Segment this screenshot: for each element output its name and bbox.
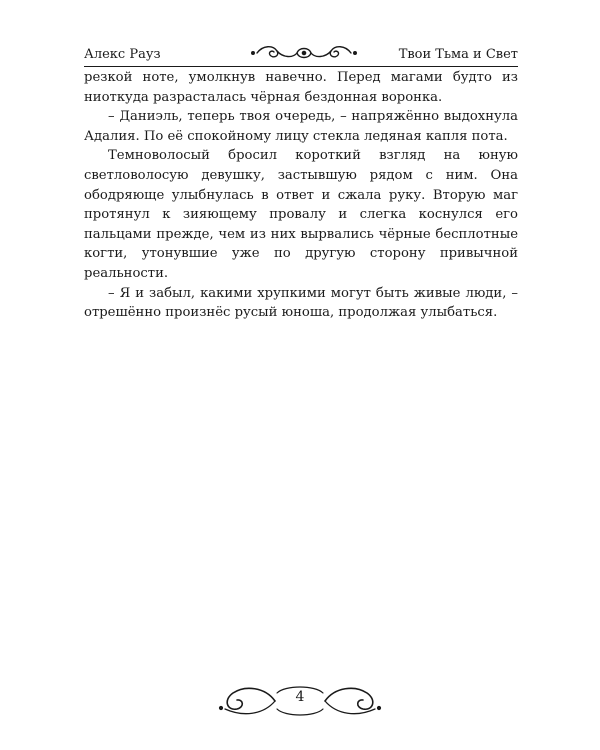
- paragraph: – Даниэль, теперь твоя очередь, – напряжённо выдохнула Адалия. По её спокойному лицу стекла ледяная капля пота.: [84, 109, 518, 144]
- page-body: [84, 68, 518, 323]
- flourish-ornament-icon: [249, 42, 359, 64]
- paragraph: Темноволосый бросил короткий взгляд на юную светловолосую девушку, застывшую рядом с ним. Она ободряюще улыбнулась в ответ и сжала руку. Вторую маг протянул к зияющему провалу и слегка коснулся его пальцами прежде, чем из них вырвались чёрные бесплотные когти, утонувшие уже по другую сторону привычной реальности.: [84, 148, 518, 281]
- header-book-title: Твои Тьма и Свет: [398, 47, 518, 62]
- header-author: Алекс Рауз: [84, 47, 161, 62]
- paragraph: резкой ноте, умолкнув навечно. Перед магами будто из ниоткуда разрасталась чёрная бездонная воронка.: [84, 70, 518, 105]
- header-divider: [84, 66, 518, 67]
- page-header: [84, 38, 518, 66]
- paragraph: – Я и забыл, какими хрупкими могут быть живые люди, – отрешённо произнёс русый юноша, продолжая улыбаться.: [84, 285, 518, 321]
- page-number: 4: [295, 689, 305, 705]
